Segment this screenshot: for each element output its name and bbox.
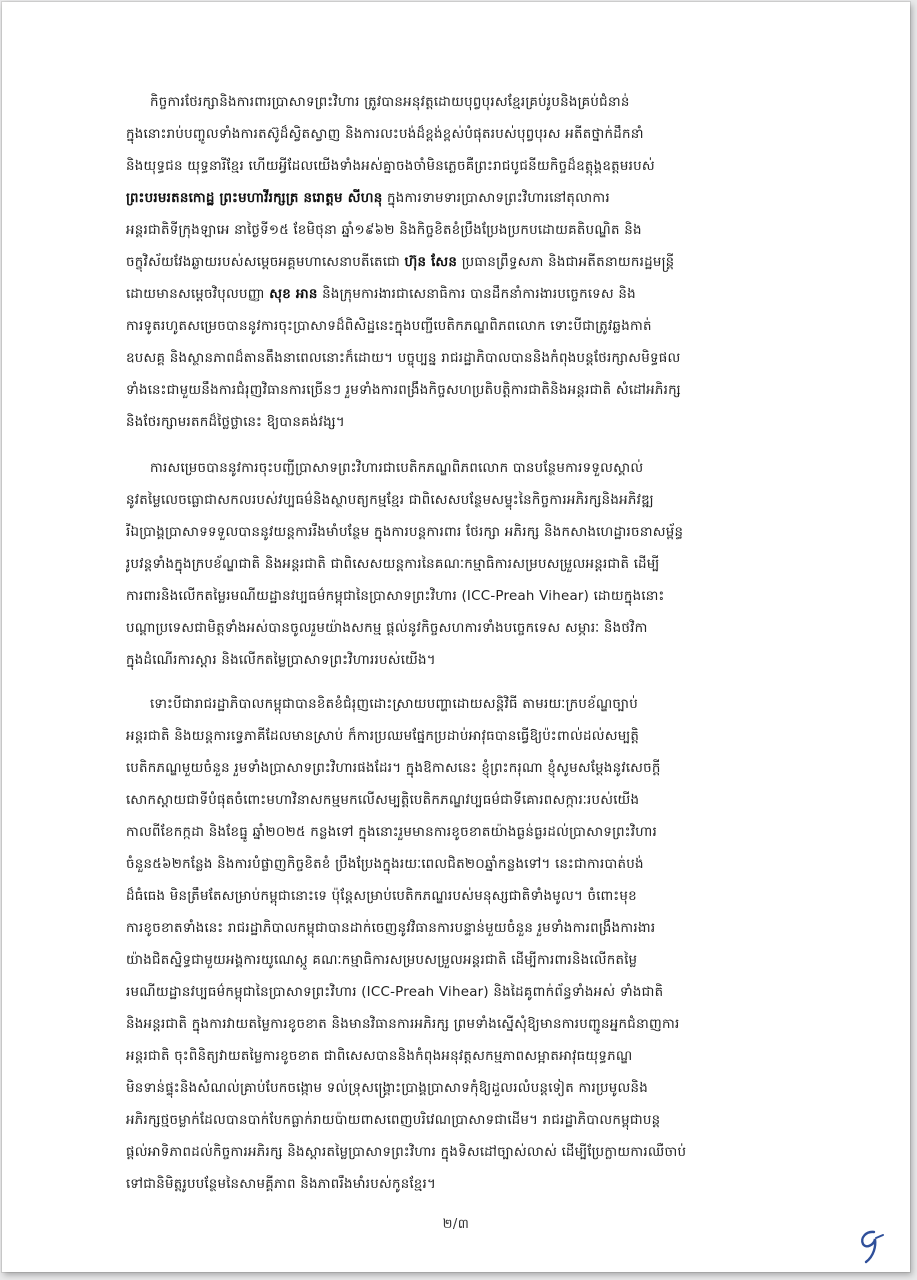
text-run: និងអន្តរជាតិ ក្នុងការវាយតម្លៃការខូចខាត និងមានវិធានការអភិរក្ស ព្រមទាំងស្នើសុំឱ្យមានការបញ្ជូនអ្នកជំនាញការ [126, 1017, 680, 1032]
text-run: មិនទាន់ផ្ទុះនិងសំណល់គ្រាប់បែកចង្កោម ទល់ទ្រុសង្គ្រោះប្រាង្គប្រាសាទកុំឱ្យដួលរលំបន្តទៀត ការប្រមូលនិង [126, 1081, 649, 1096]
text-line [126, 613, 812, 645]
text-run: ដោយមានសម្តេចវិបុលបញ្ញា [126, 287, 270, 302]
text-run: សោកស្តាយជាទីបំផុតចំពោះមហាវិនាសកម្មមកលើសម្បត្តិបេតិកភណ្ឌវប្បធម៌ជាទីគោរពសក្ការៈរបស់យើង [126, 793, 640, 808]
text-line [126, 689, 812, 721]
text-run: បេតិកភណ្ឌមួយចំនួន រួមទាំងប្រាសាទព្រះវិហារផងដែរ។ ក្នុងឱកាសនេះ ខ្ញុំព្រះករុណា ខ្ញុំសូមសម្តែងនូវសេចក្តី [126, 761, 661, 776]
text-run: ឧបសគ្គ និងស្ថានភាពដ៏តានតឹងនាពេលនោះក៏ដោយ។ បច្ចុប្បន្ន រាជរដ្ឋាភិបាលបាននិងកំពុងបន្តថែរក្សាសមិទ្ធផល [126, 351, 681, 366]
text-line [126, 1041, 812, 1073]
text-run: អន្តរជាតិ និងយន្តការទ្វេភាគីដែលមានស្រាប់ ក៏ការប្រឈមផ្នែកប្រដាប់អាវុធបានធ្វើឱ្យប៉ះពាល់ដល់សម្បត្តិ [126, 729, 640, 744]
text-line [126, 1169, 812, 1201]
text-run: ផ្តល់អាទិភាពដល់កិច្ចការអភិរក្ស និងស្តារតម្លៃប្រាសាទព្រះវិហារ ក្នុងទិសដៅច្បាស់លាស់ ដើម្បីប្រែក្លាយការឈឺចាប់ [126, 1145, 687, 1160]
text-run: និងក្រុមការងារជាសេនាធិការ បានដឹកនាំការងារបច្ចេកទេស និង [317, 287, 636, 302]
text-line [126, 1105, 812, 1137]
text-run: រមណីយដ្ឋានវប្បធម៌កម្ពុជានៃប្រាសាទព្រះវិហារ (ICC-Preah Vihear) និងដៃគូពាក់ព័ន្ធទាំងអស់ ទាំងជាតិ [126, 985, 664, 1000]
text-run: ទៅជានិមិត្តរូបបន្ថែមនៃសាមគ្គីភាព និងភាពរឹងមាំរបស់កូនខ្មែរ។ [126, 1177, 437, 1192]
text-run: រូបវន្តទាំងក្នុងក្របខ័ណ្ឌជាតិ និងអន្តរជាតិ ជាពិសេសយន្តការនៃគណៈកម្មាធិការសម្របសម្រួលអន្តរជាតិ ដើម្បី [126, 557, 660, 572]
text-line [126, 581, 812, 613]
paragraph-2 [126, 453, 812, 677]
text-line [126, 645, 812, 677]
text-run: និងថែរក្សាមរតកដ៏ថ្លៃថ្លានេះ ឱ្យបានគង់វង្ស។ [126, 415, 345, 430]
bold-name-text: សុខ អាន [269, 287, 318, 302]
bold-name-text: ព្រះបរមរតនកោដ្ឋ ព្រះមហាវីរក្សត្រ នរោត្តម សីហនុ [126, 191, 383, 206]
text-line [126, 183, 812, 215]
text-run: ដ៏ធំធេង មិនត្រឹមតែសម្រាប់កម្ពុជានោះទេ ប៉ុន្តែសម្រាប់បេតិកភណ្ឌរបស់មនុស្សជាតិទាំងមូល។ ចំពោះមុខ [126, 889, 637, 904]
text-run: កិច្ចការថែរក្សានិងការពារប្រាសាទព្រះវិហារ ត្រូវបានអនុវត្តដោយបុព្វបុរសខ្មែរគ្រប់រូបនិងគ្រប់ជំនាន់ [150, 95, 630, 110]
text-run: ការពារនិងលើកតម្លៃរមណីយដ្ឋានវប្បធម៌កម្ពុជានៃប្រាសាទព្រះវិហារ (ICC-Preah Vihear) ដោយក្នុងនោះ [126, 589, 665, 604]
text-run: នូវតម្លៃលេចធ្លោជាសកលរបស់វប្បធម៌និងស្ថាបត្យកម្មខ្មែរ ជាពិសេសបន្ថែមសម្ទុះនៃកិច្ចការអភិរក្សនិងអភិវឌ្ឍ [126, 493, 654, 508]
text-line [126, 785, 812, 817]
handwritten-initial-mark [854, 1226, 888, 1266]
text-run: អភិរក្សថ្មចម្លាក់ដែលបានបាក់បែកធ្លាក់រាយប៉ាយពាសពេញបរិវេណប្រាសាទជាដើម។ រាជរដ្ឋាភិបាលកម្ពុជាបន្ត [126, 1113, 661, 1128]
text-line [126, 1009, 812, 1041]
text-line [126, 247, 812, 279]
text-line [126, 407, 812, 439]
text-run: ការសម្រេចបាននូវការចុះបញ្ជីប្រាសាទព្រះវិហារជាបេតិកភណ្ឌពិភពលោក បានបន្ថែមការទទួលស្គាល់ [150, 461, 644, 476]
text-line [126, 753, 812, 785]
page-number: ២/៣ [442, 1217, 470, 1232]
text-line [126, 881, 812, 913]
text-run: និងយុទ្ធជន យុទ្ធនារីខ្មែរ ហើយអ្វីដែលយើងទាំងអស់គ្នាចងចាំមិនភ្លេចគឺព្រះរាជបូជនីយកិច្ចដ៏ឧត្តុង្គឧត្តមរបស់ [126, 159, 655, 174]
text-run: បណ្តាប្រទេសជាមិត្តទាំងអស់បានចូលរួមយ៉ាងសកម្ម ផ្តល់នូវកិច្ចសហការទាំងបច្ចេកទេស សម្ភារៈ និងថវិកា [126, 621, 648, 636]
paragraph-1 [126, 87, 812, 439]
text-line [126, 453, 812, 485]
text-line [126, 913, 812, 945]
text-line [126, 311, 812, 343]
text-line [126, 485, 812, 517]
text-run: ទាំងនេះជាមួយនឹងការជំរុញវិធានការច្រើនៗ រួមទាំងការពង្រឹងកិច្ចសហប្រតិបត្តិការជាតិនិងអន្តរជាតិ សំដៅអភិរក្ស [126, 383, 681, 398]
text-line [126, 87, 812, 119]
text-run: ក្នុងដំណើរការស្តារ និងលើកតម្លៃប្រាសាទព្រះវិហាររបស់យើង។ [126, 653, 436, 668]
text-run: ក្នុងការទាមទារប្រាសាទព្រះវិហារនៅតុលាការ [382, 191, 610, 206]
text-line [126, 1137, 812, 1169]
text-run: រីឯប្រាង្គប្រាសាទទទួលបាននូវយន្តការរឹងមាំបន្ថែម ក្នុងការបន្តការពារ ថែរក្សា អភិរក្ស និងកសាងហេដ្ឋារចនាសម្ព័ន្ធ [126, 525, 684, 540]
text-run: ចំនួន៥៦២កន្លែង និងការបំផ្លាញកិច្ចខិតខំ ប្រឹងប្រែងក្នុងរយៈពេលជិត២០ឆ្នាំកន្លងទៅ។ នេះជាការបាត់បង់ [126, 857, 644, 872]
text-run: ទោះបីជារាជរដ្ឋាភិបាលកម្ពុជាបានខិតខំជំរុញដោះស្រាយបញ្ហាដោយសន្តិវិធី តាមរយៈក្របខ័ណ្ឌច្បាប់ [150, 697, 638, 712]
text-line [126, 817, 812, 849]
text-line [126, 849, 812, 881]
text-line [126, 721, 812, 753]
bold-name-text: ហ៊ុន សែន [404, 255, 458, 270]
text-run: យ៉ាងជិតស្និទ្ធជាមួយអង្គការយូណេស្កូ គណៈកម្មាធិការសម្របសម្រួលអន្តរជាតិ ដើម្បីការពារនិងលើកតម្លៃ [126, 953, 638, 968]
document-body [126, 87, 812, 1201]
text-line [126, 151, 812, 183]
text-run: អន្តរជាតិទីក្រុងឡាអេ នាថ្ងៃទី១៥ ខែមិថុនា ឆ្នាំ១៩៦២ និងកិច្ចខិតខំប្រឹងប្រែងប្រកបដោយគតិបណ្ឌិត និង [126, 223, 642, 238]
text-line [126, 977, 812, 1009]
text-line [126, 549, 812, 581]
text-run: អន្តរជាតិ ចុះពិនិត្យវាយតម្លៃការខូចខាត ជាពិសេសបាននិងកំពុងអនុវត្តសកម្មភាពសម្អាតអាវុធយុទ្ធភណ្ឌ [126, 1049, 633, 1064]
text-line [126, 119, 812, 151]
paragraph-3 [126, 689, 812, 1201]
document-page [2, 2, 910, 1272]
text-run: ការខូចខាតទាំងនេះ រាជរដ្ឋាភិបាលកម្ពុជាបានដាក់ចេញនូវវិធានការបន្ទាន់មួយចំនួន រួមទាំងការពង្រឹងការងារ [126, 921, 656, 936]
text-line [126, 517, 812, 549]
text-run: ការទូតរហូតសម្រេចបាននូវការចុះប្រាសាទដ៏ពិសិដ្ឋនេះក្នុងបញ្ជីបេតិកភណ្ឌពិភពលោក ទោះបីជាត្រូវឆ្លងកាត់ [126, 319, 652, 334]
text-run: ប្រធានព្រឹទ្ធសភា និងជាអតីតនាយករដ្ឋមន្ត្រី [457, 255, 675, 270]
text-line [126, 215, 812, 247]
text-line [126, 375, 812, 407]
text-run: កាលពីខែកក្កដា និងខែធ្នូ ឆ្នាំ២០២៥ កន្លងទៅ ក្នុងនោះរួមមានការខូចខាតយ៉ាងធ្ងន់ធ្ងរដល់ប្រាសាទព្រះវិហារ [126, 825, 657, 840]
text-line [126, 343, 812, 375]
text-line [126, 945, 812, 977]
text-run: ចក្ខុវិស័យវែងឆ្ងាយរបស់សម្តេចអគ្គមហាសេនាបតីតេជោ [126, 255, 405, 270]
text-line [126, 279, 812, 311]
text-line [126, 1073, 812, 1105]
text-run: ក្នុងនោះរាប់បញ្ចូលទាំងការតស៊ូដ៏ស្វិតស្វាញ និងការលះបង់ដ៏ខ្ពង់ខ្ពស់បំផុតរបស់បុព្វបុរស អតីតថ្នាក់ដឹកនាំ [126, 127, 644, 142]
